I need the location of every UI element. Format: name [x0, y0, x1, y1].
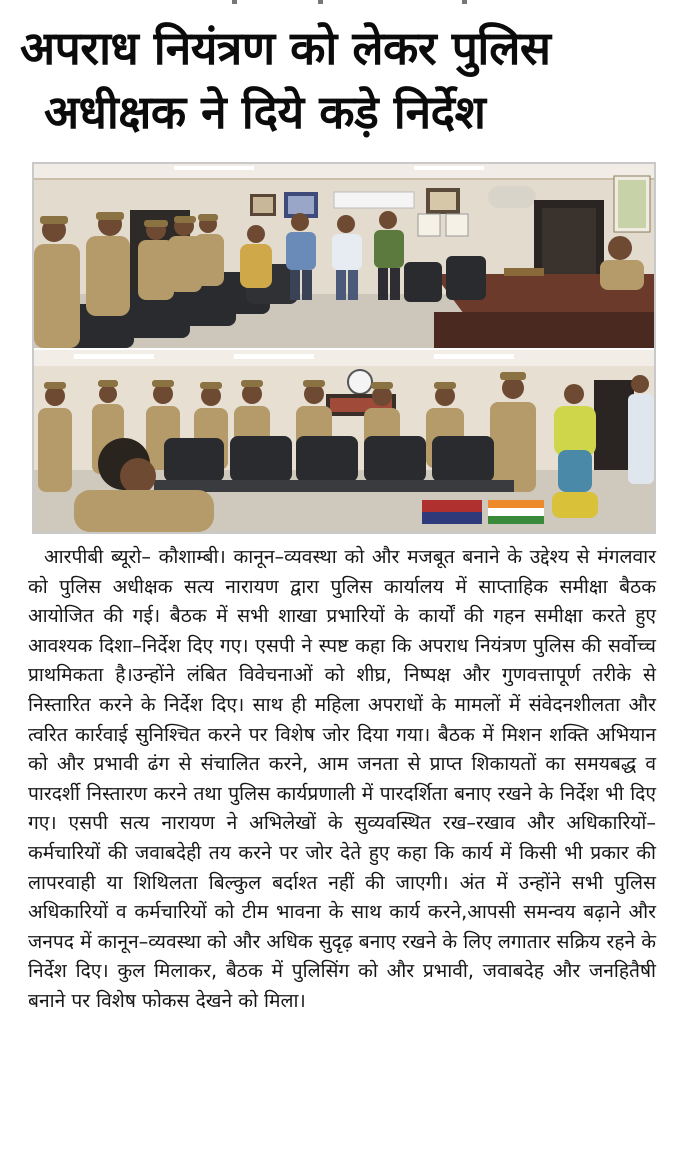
meeting-photo-office: [34, 164, 654, 348]
article-body: [28, 542, 656, 1016]
photo-collage: [32, 162, 656, 534]
cropped-previous-text: [0, 0, 678, 6]
headline-line-2: अधीक्षक ने दिये कड़े निर्देश: [44, 85, 486, 139]
headline-line-1: अपराध नियंत्रण को लेकर पुलिस: [20, 21, 551, 75]
meeting-photo-officers: [34, 350, 654, 532]
article-paragraph: आरपीबी ब्यूरो– कौशाम्बी। कानून–व्यवस्था को और मजबूत बनाने के उद्देश्य से मंगलवार को पुलिस अधीक्षक सत्य नारायण द्वारा पुलिस कार्यालय में साप्ताहिक समीक्षा बैठक आयोजित की गई। बैठक में सभी शाखा प्रभारियों के कार्यों की गहन समीक्षा करते हुए आवश्यक दिशा–निर्देश दिए गए। एसपी ने स्पष्ट कहा कि अपराध नियंत्रण पुलिस की सर्वोच्च प्राथमिकता है।उन्होंने लंबित विवेचनाओं को शीघ्र, निष्पक्ष और गुणवत्तापूर्ण तरीके से निस्तारित करने के निर्देश दिए। साथ ही महिला अपराधों के मामलों में संवेदनशीलता और त्वरित कार्रवाई सुनिश्चित करने पर विशेष जोर दिया गया। बैठक में मिशन शक्ति अभियान को और प्रभावी ढंग से संचालित करने, आम जनता से प्राप्त शिकायतों का समयबद्ध व पारदर्शी निस्तारण करने तथा पुलिस कार्यप्रणाली में पारदर्शिता बनाए रखने के निर्देश भी दिए गए। एसपी सत्य नारायण ने अभिलेखों के सुव्यवस्थित रख–रखाव और अधिकारियों–कर्मचारियों की जवाबदेही तय करने पर जोर देते हुए कहा कि कार्य में किसी भी प्रकार की लापरवाही या शिथिलता बिल्कुल बर्दाश्त नहीं की जाएगी। अंत में उन्होंने सभी पुलिस अधिकारियों व कर्मचारियों को टीम भावना के साथ कार्य करने,आपसी समन्वय बढ़ाने और जनपद में कानून–व्यवस्था को और अधिक सुदृढ़ बनाए रखने के लिए लगातार सक्रिय रहने के निर्देश दिए। कुल मिलाकर, बैठक में पुलिसिंग को और प्रभावी, जवाबदेह और जनहितैषी बनाने पर विशेष फोकस देखने को मिला।: [28, 545, 656, 1012]
headline: [16, 16, 662, 144]
